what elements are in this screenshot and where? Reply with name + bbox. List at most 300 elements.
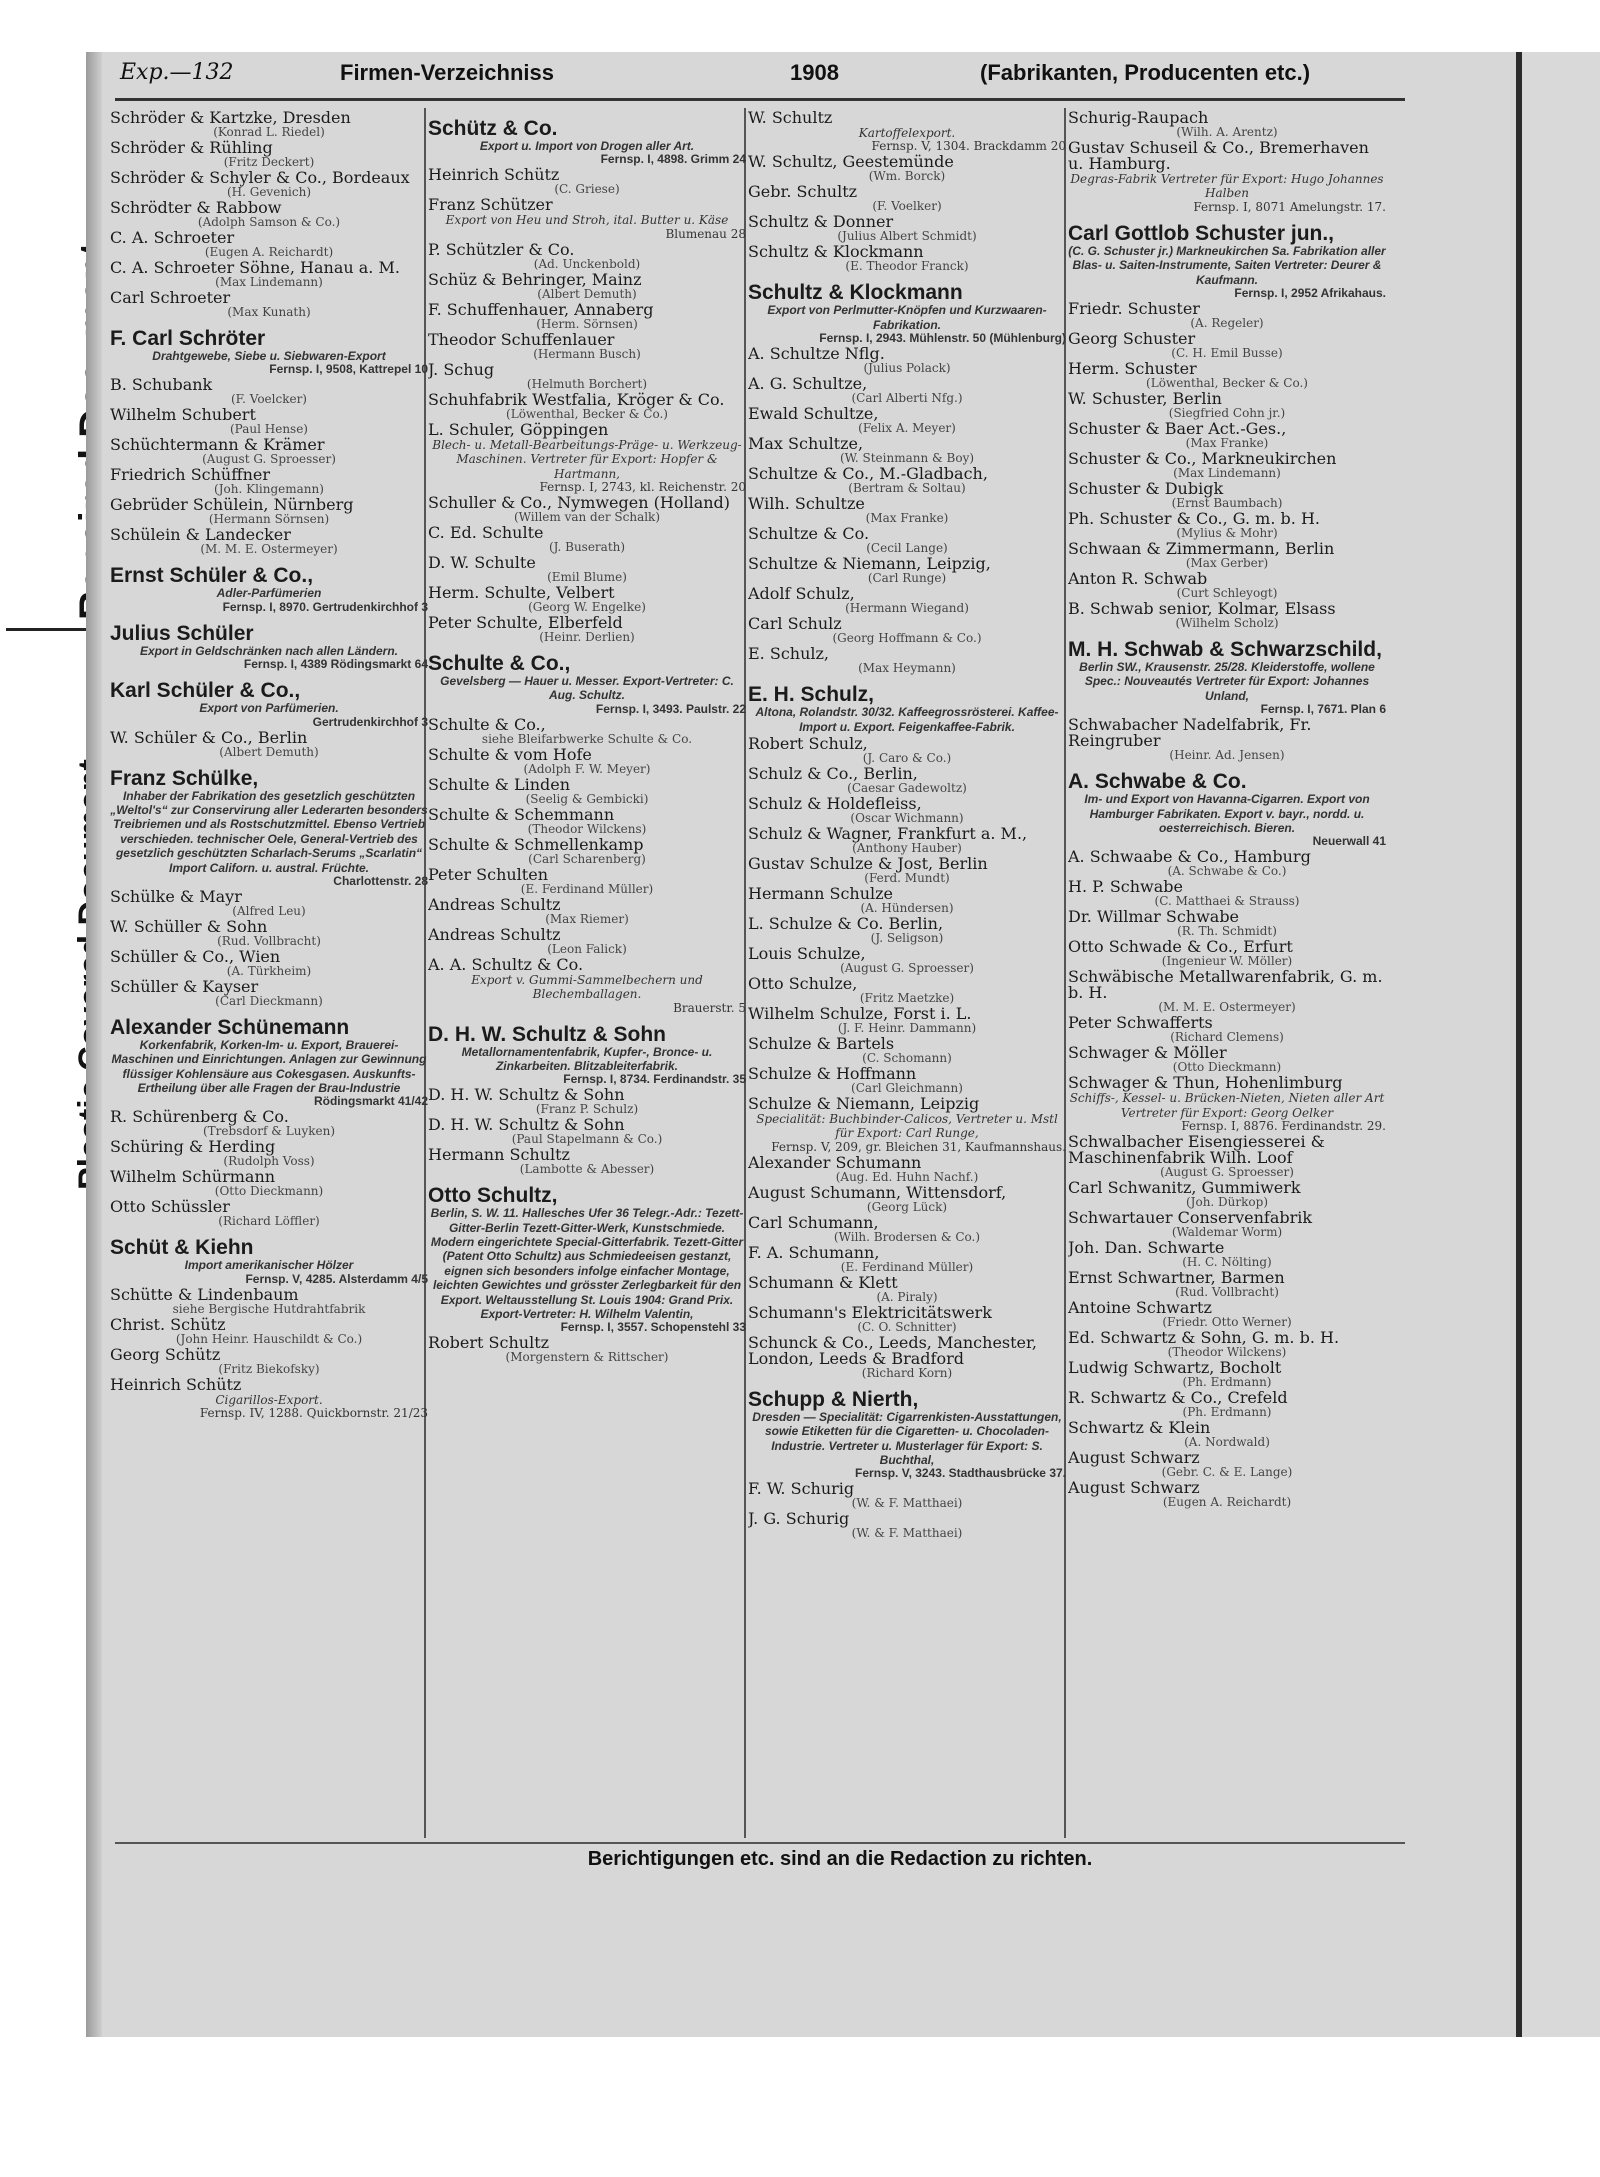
representative: (Rudolph Voss) [223,1154,315,1169]
directory-entry [110,1284,428,1316]
representative: (C. O. Schnitter) [857,1319,957,1334]
firm-name: Georg Schuster [1068,328,1196,348]
directory-entry [748,154,1066,182]
representative: (Seelig & Gembicki) [525,791,649,806]
directory-entry [428,522,746,554]
firm-name: P. Schützler & Co. [428,239,575,259]
representative: (Fritz Biekofsky) [218,1361,320,1376]
directory-entry [748,913,1066,945]
representative: (Caesar Gadewoltz) [847,780,967,795]
representative: (Waldemar Worm) [1171,1225,1283,1240]
directory-entry [110,916,428,948]
firm-address: Blumenau 28 [665,226,746,241]
directory-entry [748,244,1066,272]
directory-entry [748,184,1066,212]
adjacent-page-edge [1516,52,1600,2037]
firm-name: D. H. W. Schultz & Sohn [428,1115,625,1135]
representative: (A. Türkheim) [226,963,312,978]
firm-address: Brauerstr. 5 [673,1000,746,1015]
firm-name: Andreas Schultz [428,924,561,944]
firm-name: Schwäbische Metallwarenfabrik, G. m. b. H. [1068,967,1383,1003]
directory-entry [110,1344,428,1376]
firm-description: Export von Heu und Stroh, ital. Butter u. Käse [445,213,729,228]
page-number: Exp.—132 [120,60,234,85]
representative: (Ernst Baumbach) [1171,495,1283,510]
representative: (F. Voelcker) [230,392,307,407]
firm-name: Julius Schüler [110,621,254,645]
directory-column-1 [110,108,428,1838]
firm-name: Schulte & Schmellenkamp [428,834,644,854]
firm-description: Import amerikanischer Hölzer [184,1258,354,1273]
representative: (Heinr. Ad. Jensen) [1169,748,1285,763]
directory-entry [1068,771,1386,847]
directory-entry [748,1033,1066,1065]
representative: (Rud. Vollbracht) [217,933,321,948]
firm-description: Gevelsberg — Hauer u. Messer. Export-Vertreter: C. Aug. Schultz. [440,673,734,703]
directory-entry [428,329,746,361]
directory-entry [748,496,1066,524]
firm-name: J. Schug [428,359,495,379]
firm-name: Herm. Schuster [1068,358,1197,378]
directory-entry [748,616,1066,644]
firm-name: Antoine Schwartz [1068,1298,1212,1318]
representative: (J. F. Heinr. Dammann) [837,1020,977,1035]
directory-entry [428,714,746,746]
firm-name: Schulz & Holdefleiss, [748,793,922,813]
directory-entry [428,552,746,584]
directory-entry [428,612,746,644]
representative: (Paul Stapelmann & Co.) [511,1132,663,1147]
directory-entry [110,1237,428,1284]
directory-entry [748,1093,1066,1154]
firm-name: Schunck & Co., Leeds, Manchester, London, Leeds & Bradford [748,1332,1037,1368]
firm-name: Franz Schützer [428,195,553,215]
directory-entry [110,407,428,435]
firm-description: Cigarillos-Export. [215,1392,323,1407]
representative: (Theodor Wilckens) [527,821,647,836]
firm-address: Charlottenstr. 28 [333,873,428,888]
representative: (Lambotte & Abesser) [519,1162,655,1177]
representative: (Emil Blume) [547,569,627,584]
firm-name: Wilhelm Schubert [110,405,256,425]
representative: (Löwenthal, Becker & Co.) [1146,375,1308,390]
directory-entry [110,565,428,612]
representative: (Leon Falick) [547,941,627,956]
directory-entry [748,110,1066,152]
firm-name: Schulz & Wagner, Frankfurt a. M., [748,823,1028,843]
firm-description: (C. G. Schuster jr.) Markneukirchen Sa. Fabrikation aller Blas- u. Saiten-Instrumente, Saiten Vertreter: Deurer & Kaufmann. [1068,243,1386,287]
firm-name: C. A. Schroeter [110,228,235,247]
representative: (F. Voelker) [872,199,942,214]
representative: (Otto Dieckmann) [214,1184,324,1199]
directory-entry [748,214,1066,242]
directory-entry [428,653,746,715]
firm-name: Schulte & Co., [428,651,571,675]
representative: (Löwenthal, Becker & Co.) [506,406,668,421]
representative: (Oscar Wichmann) [850,810,964,825]
representative: (Max Gerber) [1185,555,1269,570]
representative: (Albert Demuth) [537,286,637,301]
representative: (Fritz Deckert) [223,155,315,169]
representative: (Theodor Wilckens) [1167,1345,1287,1360]
firm-name: Carl Schwanitz, Gummiwerk [1068,1178,1301,1198]
firm-name: Schultz & Klockmann [748,281,963,305]
firm-address: Fernsp. V, 4285. Alsterdamm 4/5 [245,1271,428,1286]
representative: (Ingenieur W. Möller) [1161,954,1293,969]
representative: siehe Bergische Hutdrahtfabrik [172,1301,366,1316]
firm-name: Friedr. Schuster [1068,298,1200,318]
firm-address: Fernsp. I, 8071 Amelungstr. 17. [1193,199,1386,214]
directory-entry [748,526,1066,554]
directory-entry [1068,969,1386,1013]
firm-name: Schröder & Rühling [110,138,273,157]
firm-name: F. A. Schumann, [748,1242,880,1262]
firm-name: Adolf Schulz, [748,584,855,604]
footer-rule [115,1842,1405,1844]
firm-name: J. G. Schurig [748,1509,850,1529]
firm-name: Robert Schulz, [748,733,868,753]
representative: (Max Lindemann) [1173,465,1281,480]
firm-name: Schultz & Donner [748,212,894,232]
firm-name: Heinrich Schütz [428,165,560,185]
directory-entry [748,346,1066,374]
representative: (Max Riemer) [545,911,629,926]
firm-address: Fernsp. V, 3243. Stadthausbrücke 37. [855,1466,1066,1481]
firm-name: Schuster & Baer Act.-Ges., [1068,418,1287,438]
representative: (August G. Sproesser) [840,960,974,975]
directory-entry [110,976,428,1008]
firm-name: Schultze & Niemann, Leipzig, [748,554,991,574]
directory-entry [110,1199,428,1227]
firm-address: Fernsp. I, 8734. Ferdinandstr. 35 [563,1072,746,1087]
firm-name: D. W. Schulte [428,552,536,572]
firm-description: Berlin, S. W. 11. Hallesches Ufer 36 Telegr.-Adr.: Tezett-Gitter-Berlin Tezett-Gitter-Werk, Kunstschmiede. Modern eingerichtete Special-Gitterfabrik. Tezett-Gitter (Patent Otto Schultz) aus Schmiedeeisen gestanzt, eignen sich besonders infolge einfacher Montage, leichten Gewichtes und grösster Zerlegbarkeit für den Export. Weltausstellung St. Louis 1904: Grand Prix. Export-Vertreter: H. Wilhelm Valentin, [430,1206,744,1322]
page-subtitle: (Fabrikanten, Producenten etc.) [980,60,1311,85]
directory-entry [428,1117,746,1145]
directory-entry [1068,448,1386,480]
firm-address: Fernsp. I, 9508, Kattrepel 10 [269,362,428,377]
representative: (Ad. Unckenbold) [533,256,641,271]
directory-entry [428,924,746,956]
directory-entry [1068,639,1386,715]
firm-name: Schulte & Schemmann [428,804,615,824]
firm-name: Schüller & Co., Wien [110,946,281,966]
firm-name: Schuller & Co., Nymwegen (Holland) [428,492,731,512]
representative: (A. Piraly) [876,1289,938,1304]
directory-entry [1068,1134,1386,1178]
firm-name: Gebr. Schultz [748,182,858,202]
firm-name: Schultze & Co. [748,524,870,544]
directory-column-3 [748,108,1066,1838]
directory-entry [1068,1360,1386,1388]
page-title: Firmen-Verzeichniss [340,60,554,85]
representative: (Morgenstern & Rittscher) [505,1350,669,1365]
representative: (Max Franke) [1185,435,1269,450]
firm-name: L. Schulze & Co. Berlin, [748,913,944,933]
firm-name: Gustav Schulze & Jost, Berlin [748,853,988,873]
firm-name: C. A. Schroeter Söhne, Hanau a. M. [110,258,400,277]
firm-name: Schröder & Schyler & Co., Bordeaux [110,168,410,187]
directory-entry [1068,717,1386,761]
firm-description: Blech- u. Metall-Bearbeitungs-Präge- u. Werkzeug-Maschinen. Vertreter für Export: Hopfer & Hartmann, [432,437,742,481]
representative: (Ph. Erdmann) [1182,1405,1272,1420]
representative: (Curt Schleyogt) [1176,585,1278,600]
firm-name: A. G. Schultze, [748,374,868,394]
firm-name: Max Schultze, [748,434,864,454]
firm-name: A. Schultze Nflg. [748,344,885,364]
directory-entry [748,376,1066,404]
firm-name: Schütz & Co. [428,117,558,140]
directory-entry [428,239,746,271]
firm-address: Fernsp. I, 4898. Grimm 24 [600,152,746,167]
directory-entry [428,492,746,524]
directory-entry [1068,478,1386,510]
firm-name: Andreas Schultz [428,894,561,914]
directory-entry [428,299,746,331]
firm-address: Fernsp. V, 1304. Brackdamm 20 [871,139,1066,154]
directory-entry [110,1139,428,1167]
directory-entry [1068,568,1386,600]
representative: (Herm. Sörnsen) [536,316,638,331]
representative: (Trebsdorf & Luyken) [202,1124,336,1139]
directory-entry [748,586,1066,614]
firm-name: W. Schüler & Co., Berlin [110,727,308,747]
firm-address: Fernsp. I, 8876. Ferdinandstr. 29. [1181,1119,1386,1134]
directory-entry [110,230,428,258]
representative: (Alfred Leu) [232,903,306,918]
representative: (Richard Löffler) [218,1214,320,1229]
directory-entry [428,1087,746,1115]
directory-entry [110,768,428,887]
directory-entry [428,389,746,421]
firm-name: A. Schwaabe & Co., Hamburg [1068,847,1311,867]
firm-name: Robert Schultz [428,1333,550,1353]
directory-entry [110,140,428,168]
directory-entry [110,1314,428,1346]
directory-entry [110,1017,428,1108]
representative: (Hermann Wiegand) [845,601,969,616]
firm-name: Schwager & Möller [1068,1043,1227,1063]
representative: (E. Ferdinand Müller) [840,1259,974,1274]
firm-name: Ludwig Schwartz, Bocholt [1068,1358,1282,1378]
directory-entry [748,1302,1066,1334]
firm-name: Schulte & Linden [428,774,571,794]
firm-name: Anton R. Schwab [1068,568,1208,588]
firm-name: Schulze & Bartels [748,1033,895,1053]
directory-entry [110,170,428,198]
firm-address: Fernsp. I, 7671. Plan 6 [1260,702,1386,717]
directory-entry [1068,418,1386,450]
directory-column-4 [1068,108,1386,1838]
directory-entry [1068,598,1386,630]
representative: (A. Schwabe & Co.) [1167,864,1287,879]
firm-name: Joh. Dan. Schwarte [1068,1238,1225,1258]
directory-entry [110,1169,428,1197]
representative: (E. Theodor Franck) [845,259,969,274]
representative: (C. Griese) [554,182,620,197]
directory-entry [110,680,428,727]
representative: (Aug. Ed. Huhn Nachf.) [835,1169,979,1184]
directory-entry [1068,1330,1386,1358]
directory-entry [1068,223,1386,299]
firm-name: August Schwarz [1068,1448,1200,1468]
firm-name: Schulz & Co., Berlin, [748,763,918,783]
representative: (Paul Hense) [230,422,308,437]
directory-entry [110,727,428,759]
directory-entry [1068,1210,1386,1238]
firm-name: Schülein & Landecker [110,525,291,545]
firm-name: Schüller & Kayser [110,976,259,996]
directory-entry [1068,388,1386,420]
firm-name: W. Schüller & Sohn [110,916,268,936]
firm-name: Schulze & Hoffmann [748,1063,917,1083]
representative: (Ferd. Mundt) [864,870,950,885]
representative: (Georg Lück) [866,1199,948,1214]
firm-name: Carl Schroeter [110,288,231,307]
directory-entry [110,328,428,375]
firm-description: Inhaber der Fabrikation des gesetzlich geschützten „Weltol's“ zur Conservirung aller Lederarten besonders Treibriemen und als Rostschutzmittel. Ebenso Vertrieb verschieden. technischer Oele, General-Vertrieb des gesetzlich geschützten Scharlach-Serums „Scarlatin“ Import Californ. u. austral. Früchte. [110,788,428,875]
directory-entry [748,1481,1066,1509]
directory-entry [748,556,1066,584]
directory-entry [110,1109,428,1137]
directory-entry [110,260,428,288]
firm-name: F. Schuffenhauer, Annaberg [428,299,654,319]
firm-name: C. Ed. Schulte [428,522,544,542]
firm-name: Peter Schulten [428,864,548,884]
representative: (Fritz Maetzke) [859,990,955,1005]
representative: (Helmuth Borchert) [526,376,648,391]
directory-entry [1068,1240,1386,1268]
directory-entry [110,377,428,405]
representative: (Franz P. Schulz) [535,1102,639,1117]
firm-name: Hermann Schultz [428,1145,570,1165]
firm-name: F. W. Schurig [748,1479,855,1499]
directory-entry [748,1389,1066,1480]
representative: (Richard Clemens) [1170,1030,1284,1045]
firm-name: Carl Gottlob Schuster jun., [1068,221,1335,245]
firm-name: R. Schürenberg & Co. [110,1107,289,1127]
representative: (C. Schomann) [862,1050,952,1065]
page-footer-note: Berichtigungen etc. sind an die Redaction zu richten. [587,1848,1093,1870]
firm-name: A. Schwabe & Co. [1068,770,1247,794]
directory-entry [748,466,1066,494]
firm-name: W. Schuster, Berlin [1068,388,1222,408]
representative: (W. Steinmann & Boy) [839,451,975,466]
directory-entry [748,1332,1066,1380]
firm-name: Alexander Schumann [748,1152,922,1172]
firm-address: Rödingsmarkt 41/42 [313,1094,428,1109]
directory-entry [748,973,1066,1005]
directory-entry [110,623,428,670]
directory-entry [748,763,1066,795]
firm-name: Schumann & Klett [748,1272,898,1292]
firm-description: Drahtgewebe, Siebe u. Siebwaren-Export [152,349,386,363]
firm-description: Specialität: Buchbinder-Calicos, Vertreter u. Mstl für Export: Carl Runge, [756,1111,1058,1141]
representative: (Max Heymann) [858,661,956,676]
directory-entry [748,793,1066,825]
firm-name: Schwaan & Zimmermann, Berlin [1068,538,1335,558]
directory-entry [428,118,746,165]
representative: (August G. Sproesser) [202,452,336,467]
firm-name: August Schwarz [1068,1478,1200,1498]
firm-name: Herm. Schulte, Velbert [428,582,615,602]
firm-name: Gebrüder Schülein, Nürnberg [110,495,354,515]
representative: (Siegfried Cohn jr.) [1168,405,1286,420]
firm-name: Schwager & Thun, Hohenlimburg [1068,1073,1343,1093]
representative: (M. M. E. Ostermeyer) [200,542,338,557]
representative: (Georg W. Engelke) [528,599,646,614]
representative: (Joh. Dürkop) [1185,1195,1269,1210]
firm-name: M. H. Schwab & Schwarzschild, [1068,637,1382,661]
firm-name: Gustav Schuseil & Co., Bremerhaven u. Hamburg. [1068,138,1369,173]
header-rule [115,98,1405,101]
directory-entry [428,1024,746,1086]
representative: (Max Lindemann) [215,275,323,289]
firm-name: Carl Schumann, [748,1212,879,1232]
directory-entry [748,1511,1066,1539]
directory-entry [1068,140,1386,213]
representative: (Rud. Vollbracht) [1175,1285,1279,1300]
directory-entry [1068,1480,1386,1508]
firm-description: Export u. Import von Drogen aller Art. [479,139,695,153]
firm-name: Christ. Schütz [110,1314,226,1334]
firm-name: Franz Schülke, [110,766,259,790]
representative: (Julius Albert Schmidt) [837,229,977,244]
directory-entry [428,197,746,239]
representative: (Friedr. Otto Werner) [1162,1315,1292,1330]
representative: (John Heinr. Hauschildt & Co.) [175,1331,363,1346]
directory-entry [1068,849,1386,877]
firm-description: Schiffs-, Kessel- u. Brücken-Nieten, Nieten aller Art Vertreter für Export: Georg Oelker [1069,1091,1385,1120]
directory-entry [110,290,428,318]
firm-name: Schrödter & Rabbow [110,198,282,217]
directory-entry [110,200,428,228]
representative: (Eugen A. Reichardt) [1162,1495,1292,1510]
directory-entry [428,167,746,195]
representative: (Eugen A. Reichardt) [204,245,334,259]
firm-address: Gertrudenkirchhof 3 [312,714,428,729]
firm-name: Schröder & Kartzke, Dresden [110,108,351,127]
directory-entry [748,1182,1066,1214]
directory-entry [1068,939,1386,967]
firm-name: Otto Schwade & Co., Erfurt [1068,937,1293,957]
directory-entry [110,437,428,465]
page-binding-edge [86,52,102,2037]
directory-entry [1068,328,1386,360]
representative: (Max Kunath) [227,305,311,319]
directory-entry [1068,1270,1386,1298]
firm-name: R. Schwartz & Co., Crefeld [1068,1388,1288,1408]
representative: (A. Regeler) [1190,315,1264,330]
representative: (Max Franke) [865,511,949,526]
representative: (Otto Dieckmann) [1172,1060,1282,1075]
firm-name: Schüz & Behringer, Mainz [428,269,642,289]
representative: (Adolph Samson & Co.) [197,215,341,229]
representative: (Wm. Borck) [868,169,946,184]
directory-entry [1068,1015,1386,1043]
firm-name: D. H. W. Schultz & Sohn [428,1085,625,1105]
firm-name: Ewald Schultze, [748,404,879,424]
firm-description: Korkenfabrik, Korken-Im- u. Export, Brauerei-Maschinen und Einrichtungen. Anlagen zur Gewinnung flüssiger Kohlensäure aus Cokesgasen. Auskunfts-Ertheilung über alle Fragen der Brau-Industrie [111,1037,427,1096]
representative: (Joh. Klingemann) [214,482,324,497]
firm-name: Schultz & Klockmann [748,242,924,262]
firm-name: E. H. Schulz, [748,683,875,707]
firm-name: Schuster & Dubigk [1068,478,1224,498]
directory-entry [748,1152,1066,1184]
firm-name: Schupp & Nierth, [748,1387,919,1411]
firm-name: Schwalbacher Eisengiesserei & Maschinenfabrik Wilh. Loof [1068,1132,1325,1168]
representative: (Willem van der Schalk) [513,509,661,524]
